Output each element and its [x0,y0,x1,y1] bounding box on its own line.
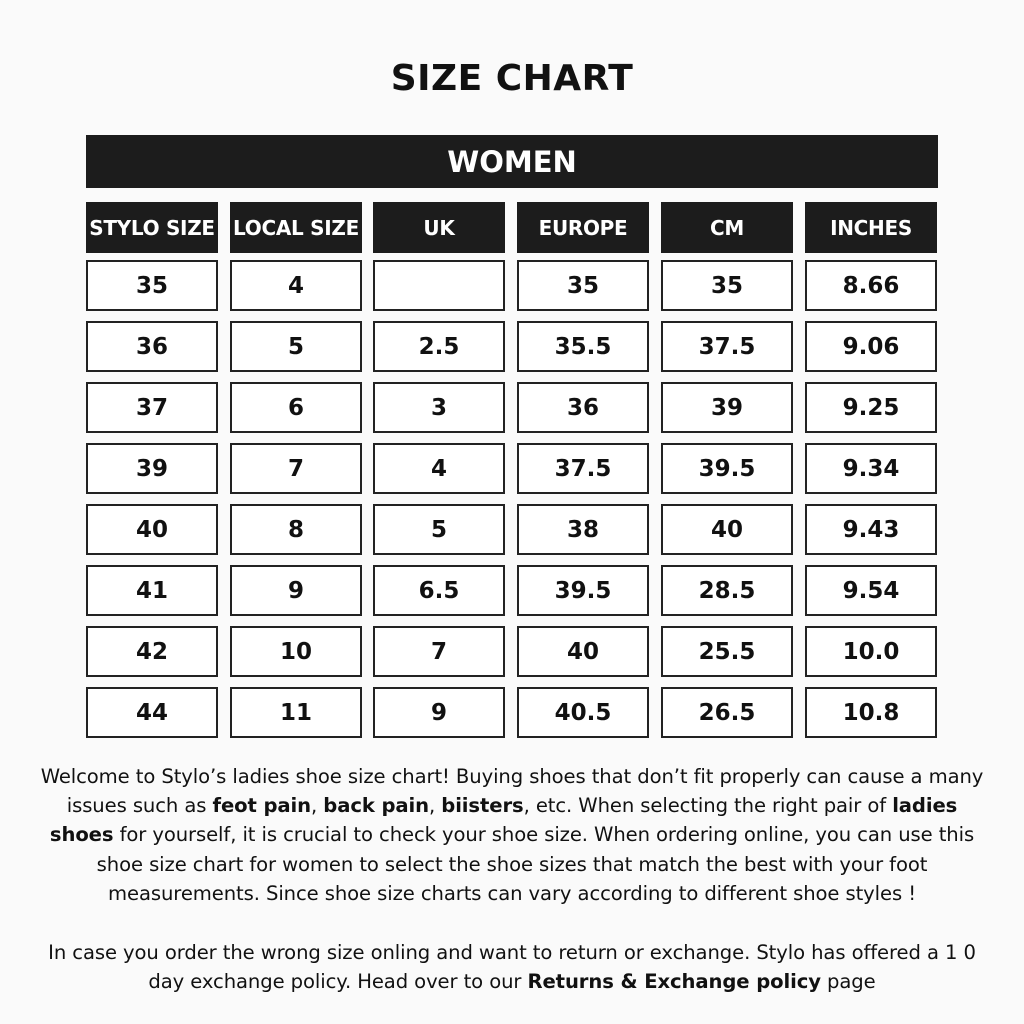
table-cell-uk: 6.5 [373,565,505,616]
exchange-text: page [820,970,876,994]
table-cell-uk: 7 [373,626,505,677]
section-banner-women: WOMEN [86,135,938,188]
table-cell-local-size: 8 [230,504,362,555]
column-header-inches: INCHES [805,202,937,253]
table-cell-stylo-size: 37 [86,382,218,433]
table-cell-cm: 25.5 [661,626,793,677]
exchange-paragraph [40,938,984,996]
description-text: , [311,794,324,818]
table-cell-europe: 39.5 [517,565,649,616]
highlight-blisters: biisters [441,794,524,818]
column-header-local-size: LOCAL SIZE [230,202,362,253]
exchange-text: In case you order the wrong size onling and want to return or exchange. Stylo has offered a 1 0 day exchange policy. Head over to our [48,941,976,994]
table-cell-uk: 9 [373,687,505,738]
description-text: , etc. When selecting the right pair of [523,794,893,818]
description-paragraph [40,762,984,908]
table-cell-inches: 8.66 [805,260,937,311]
table-cell-cm: 37.5 [661,321,793,372]
table-cell-europe: 38 [517,504,649,555]
returns-exchange-policy-link[interactable]: Returns & Exchange policy [527,970,821,994]
highlight-back-pain: back pain [323,794,429,818]
table-cell-inches: 9.25 [805,382,937,433]
table-cell-uk: 2.5 [373,321,505,372]
highlight-ladies-shoes: ladies shoes [49,794,958,847]
table-cell-stylo-size: 35 [86,260,218,311]
table-cell-cm: 39.5 [661,443,793,494]
table-cell-inches: 9.34 [805,443,937,494]
table-cell-inches: 9.54 [805,565,937,616]
table-cell-local-size: 4 [230,260,362,311]
table-cell-local-size: 11 [230,687,362,738]
table-cell-local-size: 5 [230,321,362,372]
description-text: Welcome to Stylo’s ladies shoe size chart! Buying shoes that don’t fit properly can cause a many issues such as [40,765,984,818]
table-cell-stylo-size: 44 [86,687,218,738]
table-cell-local-size: 6 [230,382,362,433]
column-header-cm: CM [661,202,793,253]
table-cell-europe: 35 [517,260,649,311]
highlight-foot-pain: feot pain [212,794,311,818]
table-cell-cm: 35 [661,260,793,311]
page-title: SIZE CHART [390,58,634,99]
table-cell-cm: 39 [661,382,793,433]
description-text: , [429,794,442,818]
table-cell-local-size: 9 [230,565,362,616]
description-text: for yourself, it is crucial to check your shoe size. When ordering online, you can use this shoe size chart for women to select the shoe sizes that match the best with your foot measurements. Since shoe size charts can vary according to different shoe styles ! [96,823,975,905]
table-cell-stylo-size: 36 [86,321,218,372]
table-cell-cm: 40 [661,504,793,555]
table-cell-uk: 4 [373,443,505,494]
table-cell-europe: 40.5 [517,687,649,738]
column-header-stylo-size: STYLO SIZE [86,202,218,253]
table-cell-uk: 5 [373,504,505,555]
table-cell-stylo-size: 40 [86,504,218,555]
table-cell-local-size: 7 [230,443,362,494]
table-cell-inches: 10.8 [805,687,937,738]
column-header-uk: UK [373,202,505,253]
table-cell-inches: 9.43 [805,504,937,555]
table-cell-inches: 10.0 [805,626,937,677]
table-cell-stylo-size: 39 [86,443,218,494]
table-cell-stylo-size: 41 [86,565,218,616]
table-cell-stylo-size: 42 [86,626,218,677]
table-cell-uk [373,260,505,311]
table-cell-local-size: 10 [230,626,362,677]
table-cell-europe: 40 [517,626,649,677]
column-header-europe: EUROPE [517,202,649,253]
table-cell-uk: 3 [373,382,505,433]
table-cell-europe: 37.5 [517,443,649,494]
table-cell-europe: 36 [517,382,649,433]
table-cell-inches: 9.06 [805,321,937,372]
table-cell-cm: 26.5 [661,687,793,738]
table-cell-cm: 28.5 [661,565,793,616]
table-cell-europe: 35.5 [517,321,649,372]
